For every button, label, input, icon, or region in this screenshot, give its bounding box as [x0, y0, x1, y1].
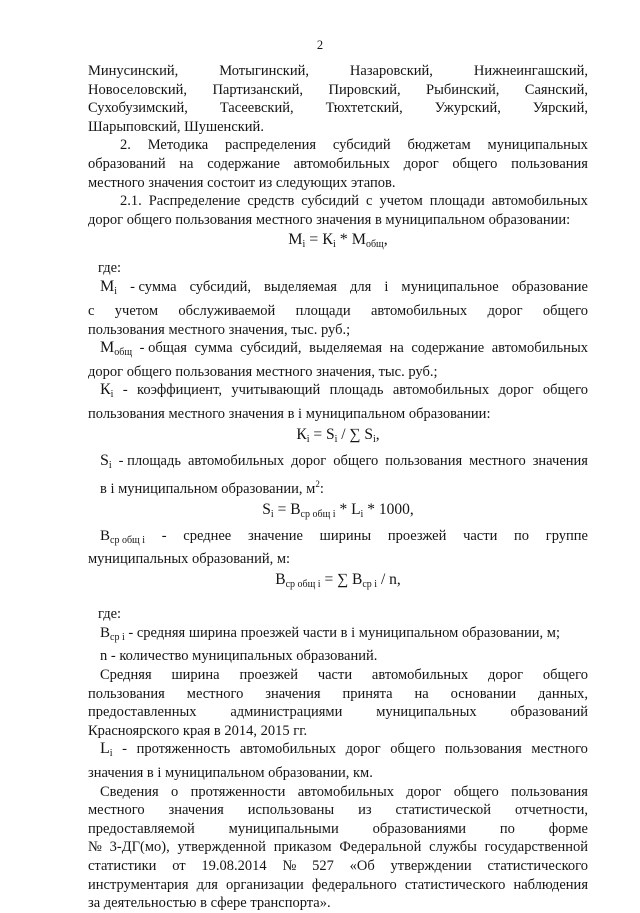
word: «Об [349, 858, 375, 874]
word: площадь [329, 382, 384, 399]
word: площади [429, 193, 485, 210]
word: от [172, 858, 186, 874]
word: утверждении [390, 858, 472, 874]
word: - [161, 527, 167, 544]
word: пользования [444, 741, 522, 758]
definition-li: $L_i$ - протяженность автомобильных дорог общего пользования местного [88, 740, 588, 764]
word: образование [511, 279, 588, 296]
word: 3-ДГ(мо), [109, 839, 170, 856]
word: пользования [511, 155, 588, 172]
word: приказом [273, 839, 332, 856]
word: - общая [139, 340, 187, 357]
word: автомобильных [297, 783, 394, 800]
word: 527 [312, 858, 334, 874]
word: общего [390, 741, 436, 758]
definition-si: $S_i$ - площадь автомобильных дорог общего пользования местного значения [88, 452, 588, 476]
word: автомобильных [371, 667, 469, 684]
word: статистической [395, 802, 492, 819]
word: 2.1. [120, 193, 142, 210]
word: администрациями [230, 704, 343, 721]
word: обслуживаемой [178, 302, 276, 319]
statistics-source-paragraph [88, 857, 588, 876]
word: дорог [487, 667, 524, 684]
word: площади [295, 302, 351, 319]
definition-b-avg-group: муниципальных образований, м: [88, 551, 291, 568]
word: автомобильных [491, 340, 588, 357]
definition-b-avg-municipal: $B_{ср i}$ - средняя ширина проезжей части в i муниципальном образовании, м; [100, 624, 560, 643]
word: Минусинский, [88, 63, 179, 79]
word: с [88, 302, 95, 319]
word: Сведения [100, 783, 159, 800]
word: образований [510, 704, 588, 721]
word: протяженности [190, 783, 286, 800]
word: субсидий [301, 193, 360, 210]
definition-si: в i муниципальном образовании, $м^2$: [100, 479, 324, 498]
statistics-source-paragraph [88, 838, 588, 857]
where-label: где: [98, 260, 122, 277]
word: 2. [120, 137, 131, 154]
word: общего [452, 155, 498, 172]
word: ширина [171, 667, 220, 684]
word: дорог [406, 783, 442, 800]
word: на [389, 340, 404, 357]
word: пользования [88, 685, 165, 702]
word: утвержденной [177, 839, 266, 856]
word: субсидий [332, 137, 391, 154]
district-list-row [88, 99, 588, 118]
formula-area: $S_i = B_{ср общ i} * L_i * 1000$, [262, 500, 414, 520]
word: Саянский, [524, 81, 588, 98]
word: службы [429, 839, 477, 856]
section-2-paragraph [88, 155, 588, 174]
word: государственной [484, 839, 588, 856]
word: Рыбинский, [426, 81, 500, 98]
word: Средняя [100, 667, 152, 684]
word: автомобильных [239, 741, 337, 758]
word: среднее [183, 527, 232, 544]
definition-li: значения в i муниципальном образовании, км. [88, 765, 373, 782]
word: значения [532, 452, 588, 469]
average-width-paragraph: Красноярского края в 2014, 2015 гг. [88, 722, 308, 739]
word: дорог [291, 452, 327, 469]
page-number: 2 [316, 38, 324, 52]
word: коэффициент, [137, 382, 222, 399]
definition-ki: пользования местного значения в i муниципальном образовании: [88, 405, 491, 422]
word: муниципальное [401, 279, 499, 296]
word: отчетности, [514, 802, 588, 819]
average-width-paragraph [88, 666, 588, 685]
word: субсидий, [240, 340, 302, 357]
word: содержание [411, 340, 485, 357]
word: федерального [311, 876, 397, 893]
word: предоставленных [88, 704, 197, 721]
section-2-1-paragraph: дорог общего пользования местного значения в муниципальном образовании: [88, 211, 571, 228]
word: общего [542, 667, 588, 684]
word: принята [342, 685, 393, 702]
word: группе [545, 527, 588, 544]
word: автомобильных [187, 452, 285, 469]
word: из [358, 802, 372, 819]
word: форме [548, 820, 588, 837]
word: Пировский, [328, 81, 401, 98]
word: субсидий, [189, 279, 251, 296]
word: i [384, 279, 389, 296]
word: образований [88, 155, 166, 172]
word: местного [531, 741, 588, 758]
where-label: где: [98, 605, 122, 622]
formula-avg-width: $B_{ср общ i}$ = ∑ $B_{ср i}$ / n, [275, 570, 401, 590]
word: части [317, 667, 353, 684]
word: муниципальными [228, 820, 339, 837]
word: местного [88, 802, 145, 819]
word: Тасеевский, [219, 100, 294, 117]
section-2-paragraph: местного значения состоит из следующих этапов. [88, 174, 396, 191]
word: по [514, 527, 530, 544]
word: № [88, 839, 102, 856]
word: с [366, 193, 373, 210]
district-list-row [88, 81, 588, 100]
word: местного [469, 452, 526, 469]
word: для [196, 876, 218, 893]
word: дорог [403, 155, 439, 172]
word: Ужурский, [434, 100, 501, 117]
word: бюджетам [407, 137, 471, 154]
word: инструментария [88, 876, 189, 893]
definition-mi: $M_i$ - сумма субсидий, выделяемая для i муниципальное образование [88, 278, 588, 302]
word: общего [333, 452, 379, 469]
average-width-paragraph [88, 685, 588, 704]
word: проезжей [239, 667, 298, 684]
word: наблюдения [513, 876, 588, 893]
word: статистики [88, 858, 157, 874]
word: образованиями [372, 820, 466, 837]
definition-ki: $К_i$ - коэффициент, учитывающий площадь автомобильных дорог общего [88, 381, 588, 405]
definition-m-total: дорог общего пользования местного значения, тыс. руб.; [88, 363, 438, 380]
definition-b-avg-group: $B_{ср общ i}$ - среднее значение ширины проезжей части по группе [88, 527, 588, 551]
word: дорог [345, 741, 381, 758]
word: муниципальных [487, 137, 588, 154]
word: общего [542, 382, 588, 399]
word: - площадь [118, 452, 181, 469]
district-list-row: Шарыповский, Шушенский. [88, 118, 264, 135]
word: Нижнеингашский, [473, 63, 588, 79]
word: учетом [114, 302, 159, 319]
word: Сухобузимский, [88, 100, 188, 117]
word: статистического [487, 858, 588, 874]
statistics-source-paragraph [88, 801, 588, 820]
word: значения [265, 685, 321, 702]
word: статистического [404, 876, 506, 893]
statistics-source-paragraph [88, 820, 588, 839]
word: основании [450, 685, 517, 702]
word: выделяемая [264, 279, 337, 296]
word: на [414, 685, 429, 702]
word: Мотыгинский, [219, 63, 309, 79]
word: 19.08.2014 [201, 858, 267, 874]
formula-subsidy-amount: $M_i = К_i * M_{общ}$, [288, 231, 388, 251]
district-list-row [88, 62, 588, 81]
word: - сумма [130, 279, 177, 296]
word: Методика [147, 137, 209, 154]
word: - [122, 382, 128, 399]
word: Тюхтетский, [325, 100, 403, 117]
definition-n: n - количество муниципальных образований. [100, 648, 378, 665]
definition-mi [88, 302, 588, 321]
word: Федеральной [339, 839, 422, 856]
word: для [350, 279, 372, 296]
word: автомобильных [491, 193, 588, 210]
word: о [171, 783, 179, 800]
word: Назаровский, [349, 63, 433, 79]
word: данных, [538, 685, 588, 702]
word: пользования [511, 783, 588, 800]
word: муниципальных [376, 704, 477, 721]
word: пользования [385, 452, 463, 469]
document-body [88, 62, 588, 913]
word: общего [542, 302, 588, 319]
word: автомобильных [293, 155, 390, 172]
word: дорог [498, 382, 534, 399]
word: использованы [247, 802, 335, 819]
word: учетом [379, 193, 423, 210]
word: значение [247, 527, 303, 544]
word: сумма [194, 340, 233, 357]
word: - [122, 741, 127, 758]
word: автомобильных [370, 302, 468, 319]
definition-mi: пользования местного значения, тыс. руб.; [88, 321, 351, 338]
word: значения [168, 802, 224, 819]
word: протяженность [136, 741, 231, 758]
word: № [282, 858, 297, 874]
word: предоставляемой [88, 820, 195, 837]
word: содержание [207, 155, 280, 172]
statistics-source-paragraph [88, 876, 588, 895]
word: проезжей [387, 527, 447, 544]
word: дорог [487, 302, 523, 319]
word: общего [453, 783, 499, 800]
section-2-1-paragraph [88, 192, 588, 211]
statistics-source-paragraph: за деятельностью в сфере транспорта». [88, 895, 331, 912]
word: автомобильных [392, 382, 490, 399]
word: Новоселовский, [88, 81, 188, 98]
average-width-paragraph [88, 703, 588, 722]
word: учитывающий [231, 382, 321, 399]
word: местного [186, 685, 244, 702]
word: средств [247, 193, 295, 210]
word: ширины [319, 527, 372, 544]
word: Партизанский, [212, 81, 304, 98]
word: на [179, 155, 194, 172]
word: выделяемая [309, 340, 383, 357]
word: распределения [225, 137, 317, 154]
formula-coefficient: $К_i = S_i$ / ∑ $S_i$, [296, 425, 380, 445]
word: по [499, 820, 515, 837]
word: части [463, 527, 498, 544]
word: организации [225, 876, 304, 893]
word: Уярский, [532, 100, 588, 117]
statistics-source-paragraph [88, 783, 588, 802]
word: Распределение [148, 193, 241, 210]
section-2-paragraph [88, 136, 588, 155]
definition-m-total: $M_{общ}$ - общая сумма субсидий, выделяемая на содержание автомобильных [88, 339, 588, 363]
